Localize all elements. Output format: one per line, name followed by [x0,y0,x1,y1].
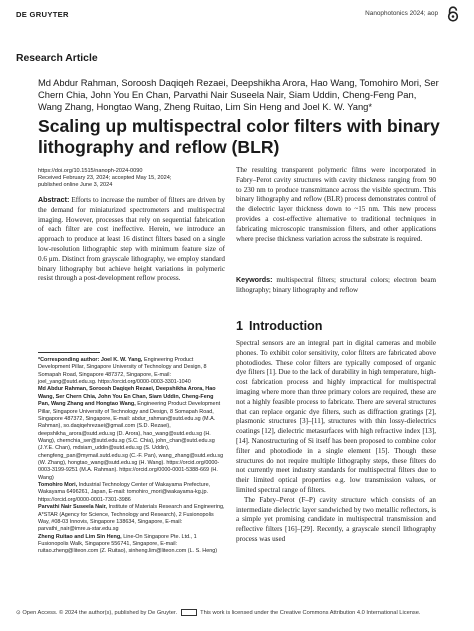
introduction-body [236,339,436,545]
abstract-left [38,196,225,284]
affiliation-entry [38,386,225,482]
cc-by-badge-icon [181,609,197,616]
open-access-label: Open Access. [22,610,58,616]
affiliation-names: Tomohiro Mori, [38,482,78,489]
abstract-continuation: The resulting transparent polymeric films were incorporated in Fabry–Perot cavity structures with cavity thickness ranging from 90 to 230 nm to produce transmittance across the visible spectrum. This binary lithography and reflow (BLR) process demonstrates control of the dielectric layer thickness down to ~15 nm. This new process provides a cost-effective alternative to traditional techniques in fabricating microscopic transmission filters, and other applications where precise thickness variation across the substrate is required. [236,166,436,243]
copyright-text: © 2024 the author(s), published by De Gruyter. [59,610,178,616]
affiliation-details: Line-On Singapore Pte. Ltd., 1 Fusionopolis Walk, Singapore 556741, Singapore, E-mail: ruitao.zheng@liteon.com (Z. Ruitao), sinheng.lim@liteon.com (L. S. Heng) [38,533,218,555]
article-type: Research Article [16,53,98,64]
published-date: published online June 3, 2024 [38,182,113,188]
keywords [236,276,436,296]
affiliation-details: Engineering Product Development Pillar, Singapore University of Technology and Design, 8 Somapah Road, Singapore 487372, Singapore, E-mail: abdur_rahman@sutd.edu.sg (M.A. Rahman), so.daqiqehrezaei@gmail.com (S.D. Rezaei), deepshikha_arora@sutd.edu.sg (D. Arora), hao_wang@sutd.edu.sg (H. Wang), chernchia_ser@sutd.edu.sg (S.C. Chia), john_chan@sutd.edu.sg (J.Y.E. Chan), mdsiam_uddin@sutd.edu.sg (S. Uddin), chengfeng_pan@mymail.sutd.edu.sg (C.-F. Pan), wang_zhang@sutd.edu.sg (W. Zhang), hongtao_wang@sutd.edu.sg (H. Wang). https://orcid.org/0000-0003-3199-9251 (M.A. Rahman). https://orcid.org/0000-0001-5388-669 (H. Wang) [38,401,224,481]
affiliation-details: Institute of Materials Research and Engineering, A*STAR (Agency for Science, Technology and Research), 2 Fusionopolis Way, #08-03 Innovis, Singapore 138634, Singapore, E-mail: parvathi_nair@imre.a-star.edu.sg [38,504,225,533]
keywords-label: Keywords: [236,276,273,284]
journal-citation: Nanophotonics 2024; aop [365,10,438,17]
affiliation-names: *Corresponding author: Joel K. W. Yang, [38,357,143,363]
keywords-text: multispectral filters; structural colors; electron beam lithography; binary lithography and reflow [236,276,437,294]
license-footer [16,609,456,616]
affiliations [38,357,225,556]
open-access-icon: ⊙ [16,610,21,616]
affiliation-details: Engineering Product Development Pillar, Singapore University of Technology and Design, 8 Somapah Road, Singapore 487372, Singapore, E-mail: joel_yang@sutd.edu.sg. https://orcid.org/0000-0003-3301-1040 [38,357,207,386]
open-access-icon [446,6,460,22]
affiliation-entry [38,482,225,504]
affiliation-names: Parvathi Nair Suseela Nair, [38,504,107,511]
affiliation-details: Industrial Technology Center of Wakayama Prefecture, Wakayama 6496261, Japan, E-mail: tomohiro_mori@wakayama-kg.jp. https://orcid.org/0000-0001-7301-3986 [38,482,211,503]
section-heading: Introduction [249,319,323,333]
affiliation-names: Zheng Ruitao and Lim Sin Heng, [38,533,122,540]
publisher-name: DE GRUYTER [16,10,69,19]
affiliation-entry [38,534,225,556]
license-text: This work is licensed under the Creative Commons Attribution 4.0 International License. [200,610,421,616]
abstract-label: Abstract: [38,196,70,204]
affiliation-entry [38,357,225,386]
article-title: Scaling up multispectral color filters with binary lithography and reflow (BLR) [38,116,440,157]
received-accepted-dates: Received February 23, 2024; accepted May 15, 2024; [38,175,172,181]
paragraph: The Fabry–Perot (F–P) cavity structure which consists of an intermediate dielectric layer sandwiched by two metallic reflectors, is a simple yet promising candidate in multispectral transmission and reflective filters [16]–[29]. Recently, a grayscale stencil lithography process was used [236,495,436,543]
footnote-divider [38,352,100,353]
author-list: Md Abdur Rahman, Soroosh Daqiqeh Rezaei, Deepshikha Arora, Hao Wang, Tomohiro Mori, Ser Chern Chia, John You En Chan, Parvathi Nair Suseela Nair, Siam Uddin, Cheng-Feng Pan, Wang Zhang, Hongtao Wang, Zheng Ruitao, Lim Sin Heng and Joel K. W. Yang* [38,77,439,113]
section-number: 1 [236,319,244,333]
affiliation-names: Md Abdur Rahman, Soroosh Daqiqeh Rezaei, Deepshikha Arora, Hao Wang, Ser Chern Chia, John You En Chan, Siam Uddin, Cheng-Feng Pan, Wang Zhang and Hongtao Wang, [38,386,216,408]
doi-link[interactable]: https://doi.org/10.1515/nanoph-2024-0090 [38,168,143,174]
abstract-text: Efforts to increase the number of filters are driven by the demand for miniaturized spectrometers and multispectral imaging. However, processes that rely on sequential fabrication of each filter are cost ineffective. Herein, we introduce an approach to produce at least 16 distinct filters based on a single low-resolution lithographic step with minimum feature size of 0.6 μm. Distinct from grayscale lithography, we employ standard binary lithography but achieve height variations in polymeric resist through a post-development reflow process. [38,196,225,283]
affiliation-entry [38,504,225,533]
paragraph: Spectral sensors are an integral part in digital cameras and mobile phones. To exhibit color sensitivity, color filters are fabricated above photodiodes. These color filters are typically composed of organic dye filters [1]. Due to the lack of durability in high temperature, high-cost fabrication process and highly impractical for multispectral imaging where more than three primary colors are required, these are not a highly feasible process to fabricate. There are several structures that can replace organic dye filters, such as diffraction gratings [2], plasmonic structures [3]–[11], structures with thin lossy-dielectrics coatings [12], dielectric metasurfaces with high refractive index [13], [14]. Nanostructuring of Si itself has been proposed to combine color filter and photodiode in a single element [15]. Though these structures do not require multiple lithography steps, these filters do not currently meet industry standards for multispectral filters due to their limited optical properties e.g. low transmission values, or limited spectral range of filters. [236,339,436,494]
